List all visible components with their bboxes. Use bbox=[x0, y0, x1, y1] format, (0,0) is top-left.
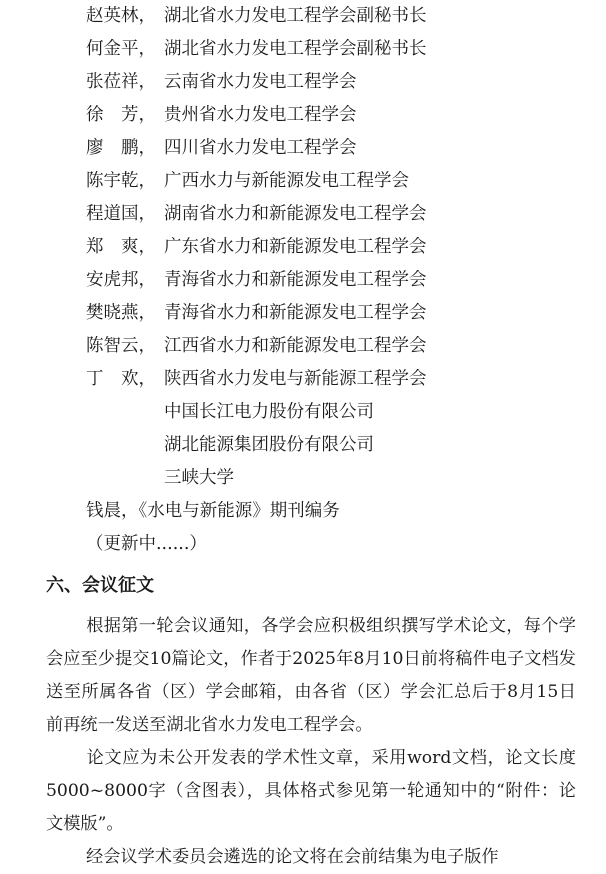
member-org: 广东省水力和新能源发电工程学会 bbox=[164, 237, 427, 257]
member-name: 安虎邦， bbox=[86, 270, 156, 290]
member-name: 郑 爽， bbox=[86, 237, 156, 257]
member-name: 樊晓燕， bbox=[86, 303, 156, 323]
member-org: 贵州省水力发电工程学会 bbox=[164, 105, 357, 125]
paragraph-text: 论文应为未公开发表的学术性文章，采用word文档，论文长度5000~8000字（含图表），具体格式参见第一轮通知中的“附件：论文模版”。 bbox=[46, 748, 576, 834]
member-name: 陈宇乾， bbox=[86, 171, 156, 191]
editor-line: 钱晨，《水电与新能源》期刊编务 bbox=[86, 501, 340, 521]
section-heading: 六、会议征文 bbox=[46, 575, 154, 596]
member-name: 陈智云， bbox=[86, 336, 156, 356]
member-org: 青海省水力和新能源发电工程学会 bbox=[164, 303, 427, 323]
member-name: 丁 欢， bbox=[86, 369, 156, 389]
paragraph-submission bbox=[46, 610, 576, 742]
updating-note: （更新中......） bbox=[86, 534, 207, 554]
member-name: 赵英林， bbox=[86, 6, 156, 26]
member-org: 湖南省水力和新能源发电工程学会 bbox=[164, 204, 427, 224]
paragraph-text: 根据第一轮会议通知，各学会应积极组织撰写学术论文，每个学会应至少提交10篇论文，作者于2025年8月10日前将稿件电子文档发送至所属各省（区）学会邮箱，由各省（区）学会汇总后于8月15日前再统一发送至湖北省水力发电工程学会。 bbox=[46, 616, 576, 735]
member-name: 张莅祥， bbox=[86, 72, 156, 92]
member-name: 徐 芳， bbox=[86, 105, 156, 125]
member-org: 云南省水力发电工程学会 bbox=[164, 72, 357, 92]
member-org: 陕西省水力发电与新能源工程学会 bbox=[164, 369, 427, 389]
paragraph-text: 经会议学术委员会遴选的论文将在会前结集为电子版作 bbox=[86, 847, 499, 867]
company-item: 湖北能源集团股份有限公司 bbox=[164, 435, 374, 455]
member-org: 湖北省水力发电工程学会副秘书长 bbox=[164, 6, 427, 26]
company-item: 三峡大学 bbox=[164, 468, 234, 488]
member-name: 程道国， bbox=[86, 204, 156, 224]
member-org: 四川省水力发电工程学会 bbox=[164, 138, 357, 158]
paragraph-selection bbox=[46, 841, 576, 874]
member-org: 广西水力与新能源发电工程学会 bbox=[164, 171, 409, 191]
member-org: 江西省水力和新能源发电工程学会 bbox=[164, 336, 427, 356]
paragraph-format bbox=[46, 742, 576, 841]
company-item: 中国长江电力股份有限公司 bbox=[164, 402, 374, 422]
member-org: 湖北省水力发电工程学会副秘书长 bbox=[164, 39, 427, 59]
member-name: 廖 鹏， bbox=[86, 138, 156, 158]
member-name: 何金平， bbox=[86, 39, 156, 59]
member-org: 青海省水力和新能源发电工程学会 bbox=[164, 270, 427, 290]
